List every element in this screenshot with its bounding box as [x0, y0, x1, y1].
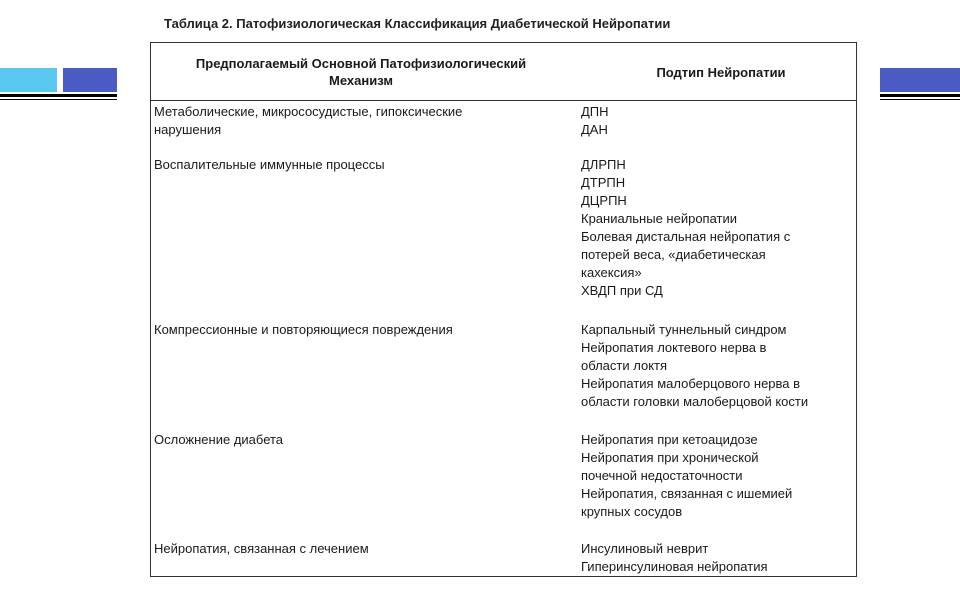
subtype-text: ДАН	[581, 122, 608, 137]
subtype-cell	[581, 156, 856, 300]
decorative-rule-left-thin	[0, 99, 117, 100]
subtype-text: ДЦРПН	[581, 193, 627, 208]
mechanism-text: Компрессионные и повторяющиеся повреждения	[154, 322, 453, 337]
decorative-bar-blue-right	[880, 68, 960, 92]
subtype-text: области локтя	[581, 358, 668, 373]
table-header	[151, 43, 856, 101]
subtype-text: ДЛРПН	[581, 157, 626, 172]
mechanism-cell	[154, 156, 544, 174]
subtype-text: почечной недостаточности	[581, 468, 743, 483]
subtype-text: потерей веса, «диабетическая	[581, 247, 766, 262]
mechanism-cell	[154, 321, 544, 339]
subtype-cell	[581, 540, 856, 576]
mechanism-text: Воспалительные иммунные процессы	[154, 157, 385, 172]
classification-table	[150, 42, 857, 577]
subtype-text: ДТРПН	[581, 175, 626, 190]
mechanism-cell	[154, 103, 544, 139]
mechanism-text: Нейропатия, связанная с лечением	[154, 541, 369, 556]
subtype-text: Болевая дистальная нейропатия с	[581, 229, 791, 244]
mechanism-text: нарушения	[154, 122, 222, 137]
mechanism-cell	[154, 540, 544, 558]
subtype-text: ДПН	[581, 104, 609, 119]
subtype-text: Нейропатия, связанная с ишемией	[581, 486, 793, 501]
subtype-text: области головки малоберцовой кости	[581, 394, 809, 409]
subtype-text: Нейропатия малоберцового нерва в	[581, 376, 801, 391]
subtype-text: Гиперинсулиновая нейропатия	[581, 559, 768, 574]
decorative-bar-blue-left	[63, 68, 117, 92]
decorative-bar-light-blue	[0, 68, 57, 92]
subtype-text: Нейропатия при хронической	[581, 450, 759, 465]
subtype-cell	[581, 103, 856, 139]
subtype-text: кахексия»	[581, 265, 642, 280]
decorative-rule-right	[880, 94, 960, 97]
subtype-cell	[581, 431, 856, 521]
subtype-text: Нейропатия локтевого нерва в	[581, 340, 767, 355]
mechanism-text: Метаболические, микрососудистые, гипоксические	[154, 104, 463, 119]
subtype-text: Инсулиновый неврит	[581, 541, 709, 556]
decorative-rule-left	[0, 94, 117, 97]
subtype-cell	[581, 321, 856, 411]
decorative-rule-right-thin	[880, 99, 960, 100]
header-subtype: Подтип Нейропатии	[656, 65, 786, 80]
subtype-text: Краниальные нейропатии	[581, 211, 738, 226]
header-mechanism: Предполагаемый Основной Патофизиологический Механизм	[195, 56, 527, 88]
mechanism-cell	[154, 431, 544, 449]
table-caption: Таблица 2. Патофизиологическая Классификация Диабетической Нейропатии	[164, 16, 671, 31]
mechanism-text: Осложнение диабета	[154, 432, 284, 447]
subtype-text: Нейропатия при кетоацидозе	[581, 432, 758, 447]
subtype-text: крупных сосудов	[581, 504, 683, 519]
subtype-text: Карпальный туннельный синдром	[581, 322, 787, 337]
subtype-text: ХВДП при СД	[581, 283, 663, 298]
